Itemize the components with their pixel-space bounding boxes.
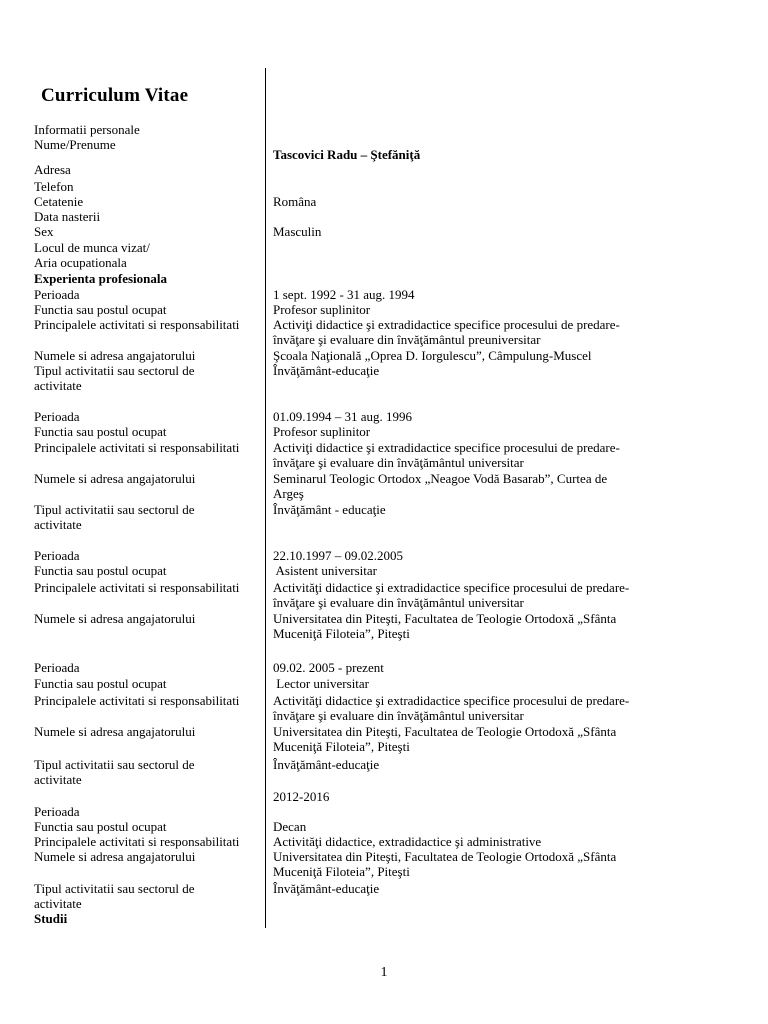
sector-label-line2: activitate	[34, 517, 82, 532]
employer-label: Numele si adresa angajatorului	[34, 724, 196, 739]
employer-value-line2: Argeş	[273, 486, 304, 501]
employer-label: Numele si adresa angajatorului	[34, 471, 196, 486]
position-label: Functia sau postul ocupat	[34, 676, 167, 691]
activities-label: Principalele activitati si responsabilitati	[34, 580, 240, 595]
citizenship-label: Cetatenie	[34, 194, 84, 209]
employer-label: Numele si adresa angajatorului	[34, 849, 196, 864]
sector-label-line1: Tipul activitatii sau sectorul de	[34, 881, 195, 896]
employer-label: Numele si adresa angajatorului	[34, 611, 196, 626]
position-value: Asistent universitar	[273, 563, 377, 578]
sex-label: Sex	[34, 224, 54, 239]
position-label: Functia sau postul ocupat	[34, 819, 167, 834]
activities-label: Principalele activitati si responsabilitati	[34, 317, 240, 332]
position-value: Decan	[273, 819, 307, 834]
period-label: Perioada	[34, 548, 80, 563]
employer-value-line1: Seminarul Teologic Ortodox „Neagoe Vodă Basarab”, Curtea de	[273, 471, 608, 486]
activities-label: Principalele activitati si responsabilitati	[34, 834, 240, 849]
sector-label-line1: Tipul activitatii sau sectorul de	[34, 757, 195, 772]
period-value: 22.10.1997 – 09.02.2005	[273, 548, 403, 563]
activities-value-line1: Activităţi didactice, extradidactice şi administrative	[273, 834, 542, 849]
position-label: Functia sau postul ocupat	[34, 563, 167, 578]
sector-label-line2: activitate	[34, 378, 82, 393]
column-divider	[265, 68, 266, 928]
position-value: Profesor suplinitor	[273, 424, 371, 439]
activities-label: Principalele activitati si responsabilitati	[34, 693, 240, 708]
sector-value: Învăţământ-educaţie	[273, 757, 380, 772]
activities-label: Principalele activitati si responsabilitati	[34, 440, 240, 455]
period-value: 01.09.1994 – 31 aug. 1996	[273, 409, 413, 424]
activities-value-line2: învăţare şi evaluare din învăţământul universitar	[273, 455, 524, 470]
position-value: Lector universitar	[273, 676, 370, 691]
sector-label-line1: Tipul activitatii sau sectorul de	[34, 363, 195, 378]
period-label: Perioada	[34, 287, 80, 302]
position-label: Functia sau postul ocupat	[34, 424, 167, 439]
experience-heading: Experienta profesionala	[34, 271, 168, 286]
activities-value-line1: Activiţi didactice şi extradidactice specifice procesului de predare-	[273, 440, 620, 455]
position-label: Functia sau postul ocupat	[34, 302, 167, 317]
activities-value-line2: învăţare şi evaluare din învăţământul universitar	[273, 595, 524, 610]
period-label: Perioada	[34, 804, 80, 819]
activities-value-line1: Activităţi didactice şi extradidactice specifice procesului de predare-	[273, 693, 630, 708]
employer-label: Numele si adresa angajatorului	[34, 348, 196, 363]
personal-heading: Informatii personale	[34, 122, 140, 137]
activities-value-line2: învăţare şi evaluare din învăţământul preuniversitar	[273, 332, 541, 347]
period-value: 1 sept. 1992 - 31 aug. 1994	[273, 287, 415, 302]
activities-value-line1: Activităţi didactice şi extradidactice specifice procesului de predare-	[273, 580, 630, 595]
name-label: Nume/Prenume	[34, 137, 116, 152]
activities-value-line2: învăţare şi evaluare din învăţământul universitar	[273, 708, 524, 723]
period-value: 2012-2016	[273, 789, 330, 804]
employer-value-line2: Muceniţă Filoteia”, Piteşti	[273, 864, 410, 879]
employer-value-line1: Şcoala Naţională „Oprea D. Iorgulescu”, Câmpulung-Muscel	[273, 348, 592, 363]
studies-heading: Studii	[34, 911, 68, 926]
employer-value-line1: Universitatea din Piteşti, Facultatea de Teologie Ortodoxă „Sfânta	[273, 611, 617, 626]
sector-label-line2: activitate	[34, 896, 82, 911]
activities-value-line1: Activiţi didactice şi extradidactice specifice procesului de predare-	[273, 317, 620, 332]
name-value: Tascovici Radu – Ştefăniţă	[273, 147, 421, 162]
page-title: Curriculum Vitae	[41, 85, 189, 106]
sector-value: Învăţământ-educaţie	[273, 363, 380, 378]
sex-value: Masculin	[273, 224, 322, 239]
period-label: Perioada	[34, 660, 80, 675]
employer-value-line1: Universitatea din Piteşti, Facultatea de Teologie Ortodoxă „Sfânta	[273, 849, 617, 864]
job-label-line2: Aria ocupationala	[34, 255, 127, 270]
address-label: Adresa	[34, 162, 71, 177]
citizenship-value: Româna	[273, 194, 317, 209]
employer-value-line2: Muceniţă Filoteia”, Piteşti	[273, 626, 410, 641]
birthdate-label: Data nasterii	[34, 209, 101, 224]
sector-value: Învăţământ - educaţie	[273, 502, 386, 517]
employer-value-line2: Muceniţă Filoteia”, Piteşti	[273, 739, 410, 754]
period-value: 09.02. 2005 - prezent	[273, 660, 384, 675]
sector-label-line1: Tipul activitatii sau sectorul de	[34, 502, 195, 517]
page-number: 1	[380, 965, 388, 980]
phone-label: Telefon	[34, 179, 74, 194]
sector-label-line2: activitate	[34, 772, 82, 787]
employer-value-line1: Universitatea din Piteşti, Facultatea de Teologie Ortodoxă „Sfânta	[273, 724, 617, 739]
job-label-line1: Locul de munca vizat/	[34, 240, 150, 255]
position-value: Profesor suplinitor	[273, 302, 371, 317]
sector-value: Învăţământ-educaţie	[273, 881, 380, 896]
period-label: Perioada	[34, 409, 80, 424]
